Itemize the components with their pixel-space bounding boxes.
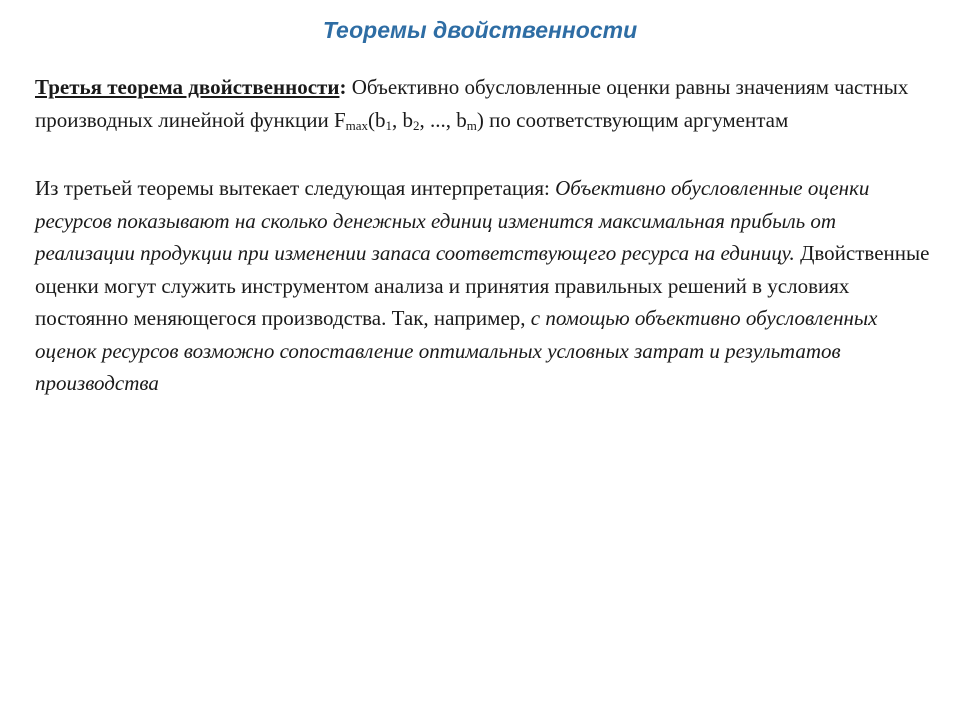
theorem-text-part: , b <box>392 107 414 132</box>
argument-subscript: 1 <box>385 117 393 133</box>
slide-title: Теоремы двойственности <box>322 17 638 43</box>
function-subscript: max <box>345 117 369 133</box>
argument-subscript: m <box>466 117 477 133</box>
theorem-text-part: , ..., b <box>419 107 467 132</box>
theorem-text-part: ) по соответствующим аргументам <box>476 107 789 132</box>
theorem-text-part: (b <box>368 107 386 132</box>
theorem-text-part: Объективно обусловленные оценки равны значениям частных производных линейной функции F <box>35 75 909 132</box>
interpretation-italic-text: Объективно обусловленные оценки ресурсов показывают на сколько денежных единиц изменится максимальная прибыль от реализации продукции при изменении запаса соответствующего ресурса на единицу. <box>35 176 870 265</box>
theorem-statement-paragraph <box>35 71 935 136</box>
interpretation-intro: Из третьей теоремы вытекает следующая интерпретация: <box>35 176 556 200</box>
interpretation-italic-text: с помощью объективно обусловленных оценок ресурсов возможно сопоставление оптимальных условных затрат и результатов производства <box>35 306 878 395</box>
argument-subscript: 2 <box>413 117 420 133</box>
theorem-name: Третья теорема двойственности <box>35 75 340 99</box>
theorem-name-colon: : <box>339 75 347 99</box>
interpretation-paragraph <box>35 172 935 400</box>
interpretation-text: Двойственные оценки могут служить инструментом анализа и принятия правильных решений в условиях постоянно меняющегося производства. Так, например, <box>35 241 930 330</box>
